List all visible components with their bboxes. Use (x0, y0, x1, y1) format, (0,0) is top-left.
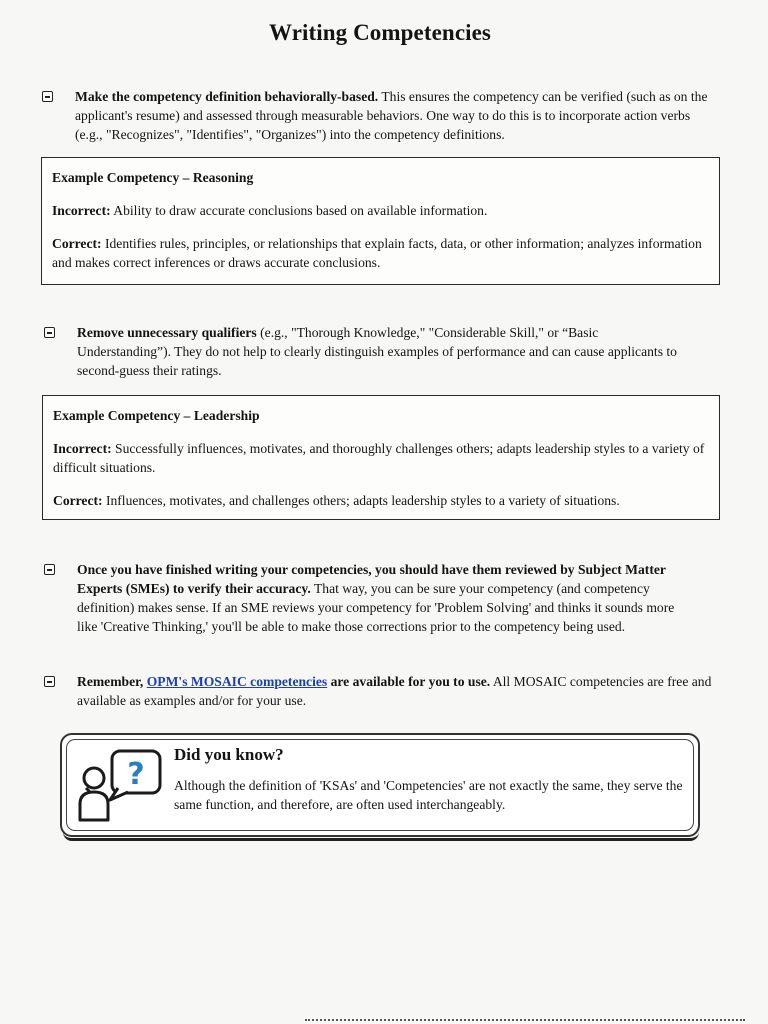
incorrect-text: Ability to draw accurate conclusions based on available information. (110, 203, 488, 218)
mosaic-link[interactable]: OPM's MOSAIC competencies (146, 674, 328, 689)
bottom-divider (305, 1019, 745, 1021)
bullet-text: (e.g., "Thorough Knowledge," "Considerable Skill," or “Basic Understanding”). They do not help to clearly distinguish examples of performance and can cause applicants to second-guess their ratings. (77, 325, 677, 378)
incorrect-text: Successfully influences, motivates, and thoroughly challenges others; adapts leadership styles to a variety of difficult situations. (53, 441, 705, 475)
bullet-lead: Make the competency definition behaviorally-based. (75, 89, 379, 104)
bullet-behavioral (75, 87, 715, 144)
person-question-icon (72, 748, 168, 828)
checkbox-icon (42, 91, 53, 102)
correct-label: Correct: (53, 493, 103, 508)
svg-text:?: ? (127, 757, 145, 792)
incorrect-label: Incorrect: (52, 203, 111, 218)
bullet-lead-cont: are available for you to use. (327, 674, 491, 689)
tip-title: Did you know? (174, 745, 284, 764)
checkbox-icon (44, 676, 55, 687)
correct-label: Correct: (52, 236, 102, 251)
bullet-mosaic (77, 672, 717, 710)
bullet-qualifiers (77, 323, 687, 380)
example-box-reasoning (41, 157, 720, 285)
example-heading: Example Competency – Reasoning (52, 170, 254, 185)
tip-text: Although the definition of 'KSAs' and 'Competencies' are not exactly the same, they serve the same function, and therefore, are often used interchangeably. (174, 778, 683, 812)
checkbox-icon (44, 564, 55, 575)
page-title: Writing Competencies (269, 20, 491, 45)
bullet-lead: Once you have finished writing your competencies, you should have them reviewed by Subject Matter Experts (SMEs) to verify their accuracy. (77, 562, 666, 596)
bullet-text: This ensures the competency can be verified (such as on the applicant's resume) and assessed through measurable behaviors. One way to do this is to incorporate action verbs (e.g., "Recognizes", "Identifies", "Organizes") into the competency definitions. (75, 89, 708, 142)
bullet-text: All MOSAIC competencies are free and available as examples and/or for your use. (77, 674, 712, 708)
bullet-lead: Remove unnecessary qualifiers (77, 325, 257, 340)
correct-text: Influences, motivates, and challenges others; adapts leadership styles to a variety of situations. (102, 493, 620, 508)
example-heading: Example Competency – Leadership (53, 408, 260, 423)
bullet-lead: Remember, (77, 674, 144, 689)
bullet-sme-review (77, 560, 695, 636)
checkbox-icon (44, 327, 55, 338)
bullet-text: That way, you can be sure your competency (and competency definition) makes sense. If an SME reviews your competency for 'Problem Solving' and thinks it sounds more like 'Creative Thinking,' you'll be able to make those corrections prior to the competency being used. (77, 581, 675, 634)
correct-text: Identifies rules, principles, or relationships that explain facts, data, or other information; analyzes information and makes correct inferences or draws accurate conclusions. (52, 236, 702, 270)
incorrect-label: Incorrect: (53, 441, 112, 456)
example-box-leadership (42, 395, 720, 520)
